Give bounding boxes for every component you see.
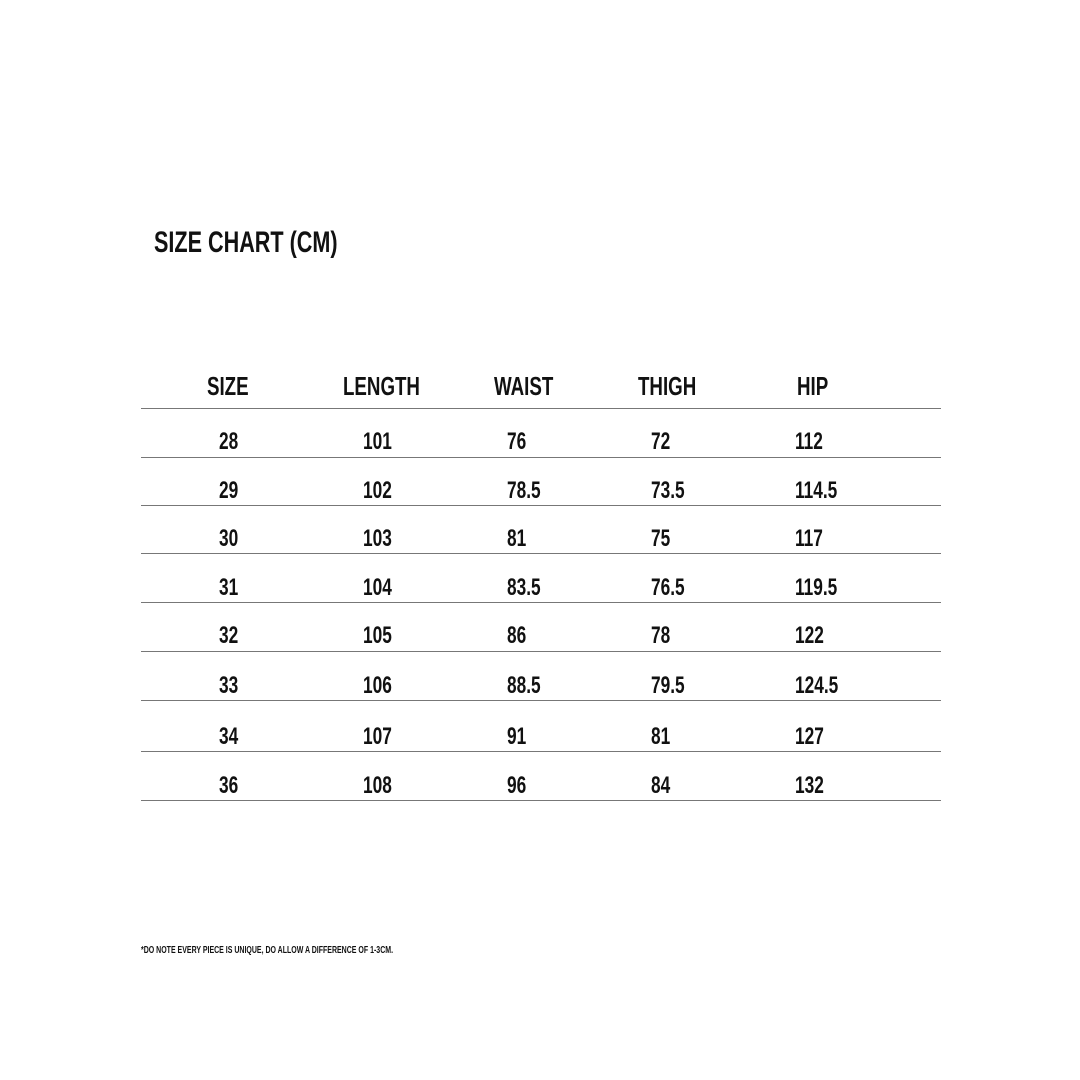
cell-waist: 88.5 bbox=[507, 672, 541, 699]
row-divider bbox=[141, 505, 941, 506]
row-divider bbox=[141, 800, 941, 801]
cell-thigh: 79.5 bbox=[651, 672, 685, 699]
row-divider bbox=[141, 457, 941, 458]
row-divider bbox=[141, 751, 941, 752]
cell-thigh: 84 bbox=[651, 772, 671, 799]
cell-thigh: 72 bbox=[651, 428, 671, 455]
cell-hip: 119.5 bbox=[795, 574, 838, 601]
cell-size: 36 bbox=[219, 772, 239, 799]
row-divider bbox=[141, 602, 941, 603]
cell-length: 104 bbox=[363, 574, 392, 601]
cell-size: 34 bbox=[219, 723, 239, 750]
header-length: LENGTH bbox=[343, 371, 420, 401]
cell-size: 28 bbox=[219, 428, 239, 455]
row-divider bbox=[141, 553, 941, 554]
footnote: *DO NOTE EVERY PIECE IS UNIQUE, DO ALLOW A DIFFERENCE OF 1-3CM. bbox=[141, 945, 394, 956]
cell-thigh: 81 bbox=[651, 723, 671, 750]
cell-waist: 96 bbox=[507, 772, 527, 799]
cell-length: 102 bbox=[363, 477, 392, 504]
cell-waist: 81 bbox=[507, 525, 527, 552]
cell-size: 30 bbox=[219, 525, 239, 552]
cell-waist: 91 bbox=[507, 723, 527, 750]
cell-size: 29 bbox=[219, 477, 239, 504]
cell-hip: 124.5 bbox=[795, 672, 839, 699]
cell-hip: 122 bbox=[795, 622, 824, 649]
cell-waist: 86 bbox=[507, 622, 527, 649]
cell-hip: 112 bbox=[795, 428, 823, 455]
header-size: SIZE bbox=[207, 371, 249, 401]
cell-length: 103 bbox=[363, 525, 392, 552]
cell-length: 106 bbox=[363, 672, 392, 699]
cell-waist: 83.5 bbox=[507, 574, 541, 601]
header-waist: WAIST bbox=[494, 371, 554, 401]
cell-length: 107 bbox=[363, 723, 392, 750]
cell-length: 101 bbox=[363, 428, 392, 455]
cell-hip: 127 bbox=[795, 723, 824, 750]
row-divider bbox=[141, 408, 941, 409]
cell-length: 105 bbox=[363, 622, 392, 649]
page-title: SIZE CHART (CM) bbox=[154, 226, 338, 259]
cell-thigh: 73.5 bbox=[651, 477, 685, 504]
cell-size: 31 bbox=[219, 574, 239, 601]
row-divider bbox=[141, 700, 941, 701]
cell-thigh: 75 bbox=[651, 525, 671, 552]
header-thigh: THIGH bbox=[638, 371, 697, 401]
cell-hip: 117 bbox=[795, 525, 823, 552]
cell-waist: 78.5 bbox=[507, 477, 541, 504]
cell-thigh: 78 bbox=[651, 622, 671, 649]
cell-size: 33 bbox=[219, 672, 239, 699]
cell-size: 32 bbox=[219, 622, 239, 649]
row-divider bbox=[141, 651, 941, 652]
cell-hip: 114.5 bbox=[795, 477, 838, 504]
header-hip: HIP bbox=[797, 371, 829, 401]
cell-waist: 76 bbox=[507, 428, 527, 455]
cell-thigh: 76.5 bbox=[651, 574, 685, 601]
cell-length: 108 bbox=[363, 772, 392, 799]
cell-hip: 132 bbox=[795, 772, 824, 799]
